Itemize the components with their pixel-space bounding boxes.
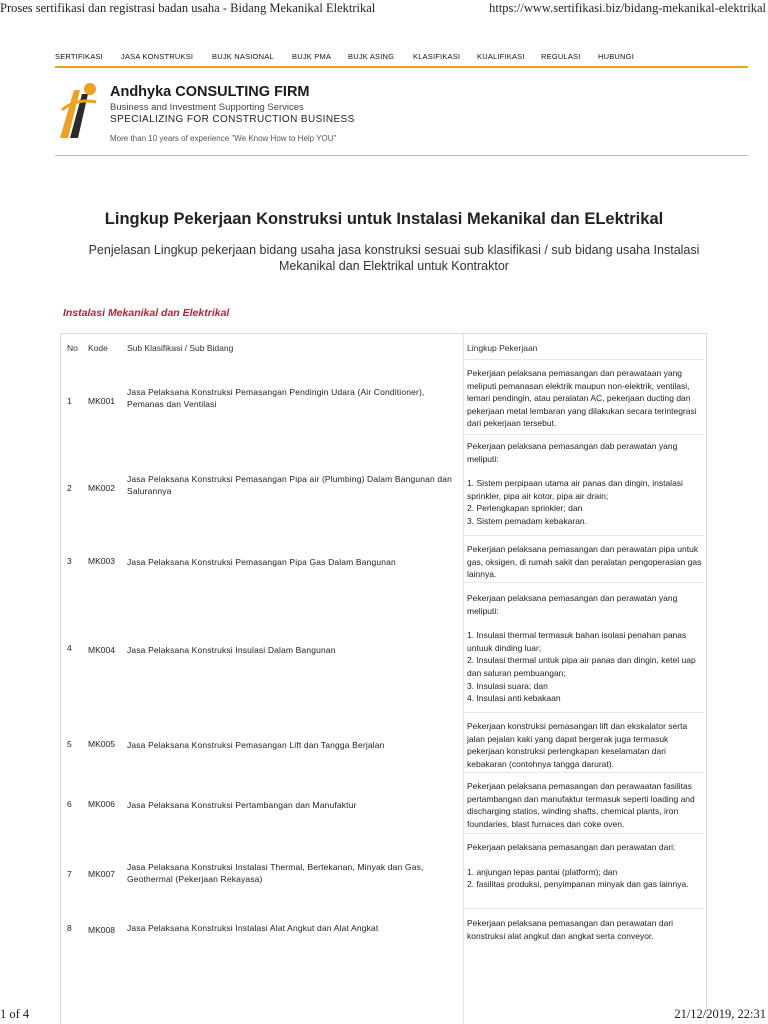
row-divider (463, 833, 704, 834)
lingkup-line: Pekerjaan pelaksana pemasangan dan perawatan pipa untuk gas, oksigen, di rumah sakit dan peralatan pengoperasian gas lainnya. (467, 544, 702, 580)
row-kode: MK007 (88, 869, 115, 879)
lingkup-line: Pekerjaan pelaksana pemasangan dan perawatan yang meliputi: (467, 593, 678, 616)
row-divider (463, 535, 704, 536)
row-kode: MK005 (88, 739, 115, 749)
row-lingkup (467, 917, 703, 942)
row-divider (463, 359, 704, 360)
lingkup-spacer (467, 617, 703, 629)
lingkup-line: Pekerjaan pelaksana pemasangan dan perawatan dari konstruksi alat angkut dan angkat serta conveyor. (467, 918, 674, 941)
lingkup-line: 1. anjungan lepas pantai (platform); dan (467, 866, 618, 877)
header-divider (55, 155, 748, 156)
row-nama: Jasa Pelaksana Konstruksi Insulasi Dalam Bangunan (127, 645, 336, 655)
top-nav (55, 46, 748, 68)
brand-name[interactable]: Andhyka CONSULTING FIRM (110, 84, 310, 100)
row-nama: Jasa Pelaksana Konstruksi Instalasi Alat Angkut dan Alat Angkat (127, 923, 379, 933)
row-divider (463, 712, 704, 713)
nav-item-sertifikasi[interactable]: SERTIFIKASI (55, 52, 103, 61)
row-kode: MK006 (88, 799, 115, 809)
lingkup-line: 3. Insulasi suara; dan (467, 680, 548, 691)
nav-item-bujk-pma[interactable]: BUJK PMA (292, 52, 332, 61)
nav-item-jasa-konstruksi[interactable]: JASA KONSTRUKSI (121, 52, 194, 61)
print-page-title: Proses sertifikasi dan registrasi badan usaha - Bidang Mekanikal Elektrikal (0, 1, 376, 15)
row-no: 3 (67, 556, 72, 566)
row-nama: Jasa Pelaksana Konstruksi Pemasangan Pipa Gas Dalam Bangunan (127, 557, 396, 567)
row-nama: Jasa Pelaksana Konstruksi Instalasi Thermal, Bertekanan, Minyak dan Gas, Geothermal (Pekerjaan Rekayasa) (127, 862, 424, 884)
lingkup-line: 3. Sistem pemadam kebakaran. (467, 515, 588, 526)
row-kode: MK004 (88, 645, 115, 655)
print-page-number: 1 of 4 (0, 1007, 30, 1021)
row-nama: Jasa Pelaksana Konstruksi Pemasangan Pendingin Udara (Air Conditioner), Pemanas dan Ventilasi (127, 387, 425, 409)
lingkup-line: 2. Perlengkapan sprinkler; dan (467, 503, 583, 514)
print-datetime: 21/12/2019, 22:31 (674, 1007, 766, 1021)
lingkup-line: Pekerjaan pelaksana pemasangan dab perawatan yang meliputi: (467, 441, 678, 464)
table-header-nama: Sub Klasifikasi / Sub Bidang (127, 343, 234, 353)
brand-tagline-3: More than 10 years of experience "We Know How to Help YOU" (110, 134, 337, 143)
brand-tagline-1: Business and Investment Supporting Services (110, 102, 304, 113)
nav-item-bujk-nasional[interactable]: BUJK NASIONAL (212, 52, 274, 61)
lingkup-spacer (467, 854, 703, 866)
row-no: 7 (67, 869, 72, 879)
row-divider (463, 582, 704, 583)
row-divider (463, 908, 704, 909)
nav-item-regulasi[interactable]: REGULASI (541, 52, 581, 61)
row-no: 5 (67, 739, 72, 749)
row-lingkup (467, 841, 703, 891)
lingkup-line: 2. fasilitas produksi, penyimpanan minyak dan gas lainnya. (467, 879, 689, 890)
company-logo-icon[interactable] (56, 80, 100, 142)
print-page-url: https://www.sertifikasi.biz/bidang-mekanikal-elektrikal (489, 1, 766, 15)
nav-item-kualifikasi[interactable]: KUALIFIKASI (477, 52, 525, 61)
row-no: 2 (67, 483, 72, 493)
row-lingkup (467, 720, 703, 770)
print-header (0, 0, 768, 18)
lingkup-line: 1. Insulasi thermal termasuk bahan isolasi penahan panas untuuk dinding luar; (467, 630, 687, 653)
lingkup-line: Pekerjaan konstruksi pemasangan lift dan ekskalator serta jalan pejalan kaki yang dapat bergerak juga termasuk pekerjaan konstruksi perlengkapan keselamatan dari kebakaran (contohnya tangga darurat). (467, 721, 688, 769)
table-header-lingkup: Lingkup Pekerjaan (467, 343, 538, 353)
page-title: Lingkup Pekerjaan Konstruksi untuk Instalasi Mekanikal dan ELektrikal (104, 210, 664, 228)
scope-table (60, 333, 707, 1024)
lingkup-spacer (467, 465, 703, 477)
row-lingkup (467, 440, 703, 528)
page-description: Penjelasan Lingkup pekerjaan bidang usaha jasa konstruksi sesuai sub klasifikasi / sub bidang usaha Instalasi Mekanikal dan Elektrikal untuk Kontraktor (88, 243, 700, 273)
row-nama: Jasa Pelaksana Konstruksi Pemasangan Lift dan Tangga Berjalan (127, 740, 385, 750)
lingkup-line: 1. Sistem perpipaan utama air panas dan dingin, instalasi sprinkler, pipa air kotor, pipa air drain; (467, 478, 683, 501)
row-no: 4 (67, 643, 72, 653)
row-lingkup (467, 780, 703, 830)
brand-tagline-2: SPECIALIZING FOR CONSTRUCTION BUSINESS (110, 114, 355, 125)
row-kode: MK001 (88, 396, 115, 406)
row-kode: MK002 (88, 483, 115, 493)
row-nama: Jasa Pelaksana Konstruksi Pemasangan Pipa air (Plumbing) Dalam Bangunan dan Salurannya (127, 474, 452, 496)
section-title: Instalasi Mekanikal dan Elektrikal (63, 307, 230, 319)
row-no: 6 (67, 799, 72, 809)
row-nama: Jasa Pelaksana Konstruksi Pertambangan dan Manufaktur (127, 800, 357, 810)
row-divider (463, 434, 704, 435)
lingkup-line: Pekerjaan pelaksana pemasangan dan perawatan dari: (467, 842, 676, 852)
nav-item-klasifikasi[interactable]: KLASIFIKASI (413, 52, 461, 61)
nav-item-hubungi[interactable]: HUBUNGI (598, 52, 634, 61)
row-no: 1 (67, 396, 72, 406)
lingkup-line: Pekerjaan pelaksana pemasangan dan perawataan yang meliputi pemanasan elektrik maupun non-elektrik, ventilasi, lemari pendingin, atau peralatan AC, pekerjaan ducting dan pekerjaan metal lembaran yang dilakukan secara terintegrasi dari pekerjaan tersebut. (467, 368, 697, 429)
lingkup-line: 4. Insulasi anti kebakaan (467, 693, 561, 704)
nav-item-bujk-asing[interactable]: BUJK ASING (348, 52, 395, 61)
row-lingkup (467, 592, 703, 705)
row-lingkup (467, 367, 703, 430)
row-lingkup (467, 543, 703, 581)
row-divider (463, 772, 704, 773)
table-header-kode: Kode (88, 343, 108, 353)
print-footer (0, 1007, 768, 1024)
lingkup-line: Pekerjaan pelaksana pemasangan dan perawaatan fasilitas pertambangan dan manufaktur termasuk seperti loading and discharging statios, winding shafts, chemical plants, iron foundaries, blast furnaces dan coke oven. (467, 781, 695, 829)
lingkup-line: 2. Insulasi thermal untuk pipa air panas dan dingin, ketel uap dan saluran pembuangan; (467, 655, 696, 678)
row-kode: MK003 (88, 556, 115, 566)
row-no: 8 (67, 923, 72, 933)
row-kode: MK008 (88, 925, 115, 935)
table-header-no: No (67, 343, 78, 353)
